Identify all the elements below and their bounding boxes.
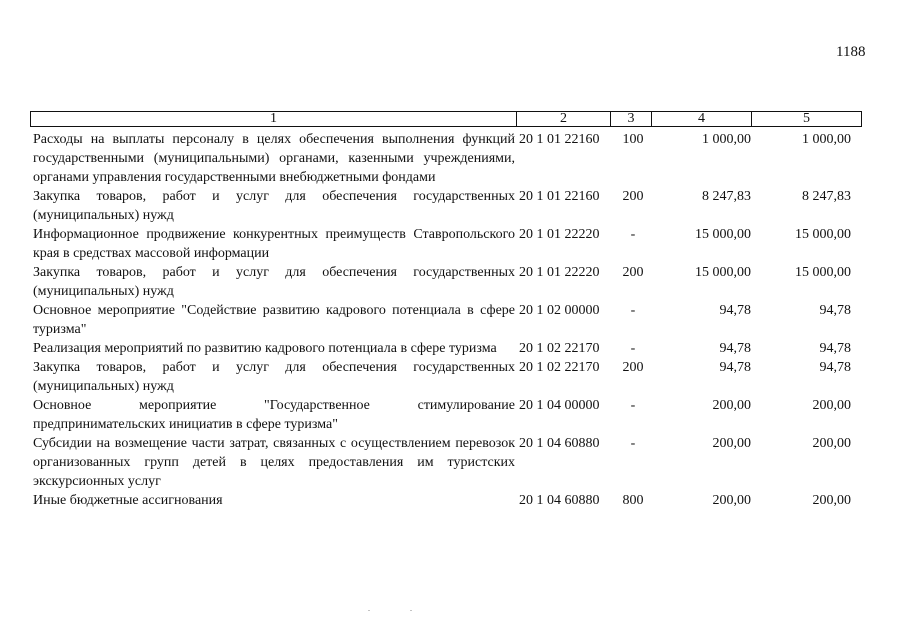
row-amount-2: 94,78 — [819, 341, 851, 356]
row-amount-2: 94,78 — [819, 303, 851, 318]
table-row — [33, 301, 863, 339]
row-name: Иные бюджетные ассигнования — [33, 493, 223, 508]
row-vr: 100 — [622, 132, 644, 147]
row-name: Расходы на выплаты персоналу в целях обеспечения выполнения функций государственными (муниципальными) органами, казенными учреждениями, органами управления государственными внебюджетными фондами — [33, 132, 515, 185]
table-row — [33, 263, 863, 301]
table-body — [33, 130, 863, 510]
row-name: Основное мероприятие "Содействие развитию кадрового потенциала в сфере туризма" — [33, 303, 515, 337]
row-name: Реализация мероприятий по развитию кадрового потенциала в сфере туризма — [33, 341, 497, 356]
row-name: Основное мероприятие "Государственное стимулирование предпринимательских инициатив в сфере туризма" — [33, 398, 515, 432]
table-row — [33, 225, 863, 263]
row-code: 20 1 01 22220 — [519, 265, 600, 280]
row-code: 20 1 01 22160 — [519, 189, 600, 204]
table-row — [33, 434, 863, 491]
header-col-2: 2 — [516, 112, 610, 126]
row-amount-1: 200,00 — [712, 493, 751, 508]
row-amount-2: 200,00 — [812, 493, 851, 508]
row-vr: - — [630, 398, 636, 413]
row-amount-2: 15 000,00 — [795, 227, 851, 242]
table-row — [33, 339, 863, 358]
row-amount-1: 200,00 — [712, 436, 751, 451]
table-row — [33, 396, 863, 434]
row-vr: - — [630, 303, 636, 318]
row-name: Закупка товаров, работ и услуг для обеспечения государственных (муниципальных) нужд — [33, 360, 515, 394]
row-amount-2: 200,00 — [812, 398, 851, 413]
row-amount-2: 8 247,83 — [802, 189, 851, 204]
row-name: Информационное продвижение конкурентных преимуществ Ставропольского края в средствах массовой информации — [33, 227, 515, 261]
row-amount-2: 15 000,00 — [795, 265, 851, 280]
row-name: Закупка товаров, работ и услуг для обеспечения государственных (муниципальных) нужд — [33, 265, 515, 299]
table-row — [33, 358, 863, 396]
row-vr: 200 — [622, 189, 644, 204]
table-row — [33, 130, 863, 187]
row-vr: 800 — [622, 493, 644, 508]
table-header — [30, 111, 862, 127]
row-amount-1: 94,78 — [719, 341, 751, 356]
row-code: 20 1 04 60880 — [519, 436, 600, 451]
row-code: 20 1 01 22220 — [519, 227, 600, 242]
row-amount-1: 94,78 — [719, 303, 751, 318]
row-code: 20 1 02 00000 — [519, 303, 600, 318]
header-col-1: 1 — [270, 111, 277, 126]
row-vr: - — [630, 227, 636, 242]
row-vr: - — [630, 341, 636, 356]
row-amount-2: 1 000,00 — [802, 132, 851, 147]
row-amount-2: 94,78 — [819, 360, 851, 375]
row-name: Закупка товаров, работ и услуг для обеспечения государственных (муниципальных) нужд — [33, 189, 515, 223]
row-amount-1: 15 000,00 — [695, 265, 751, 280]
row-vr: - — [630, 436, 636, 451]
table-row — [33, 491, 863, 510]
row-code: 20 1 02 22170 — [519, 341, 600, 356]
row-amount-1: 94,78 — [719, 360, 751, 375]
row-amount-1: 200,00 — [712, 398, 751, 413]
header-col-5: 5 — [751, 112, 861, 126]
row-amount-2: 200,00 — [812, 436, 851, 451]
header-col-3: 3 — [610, 112, 651, 126]
row-vr: 200 — [622, 265, 644, 280]
row-amount-1: 15 000,00 — [695, 227, 751, 242]
row-code: 20 1 04 00000 — [519, 398, 600, 413]
header-col-4: 4 — [651, 112, 751, 126]
row-amount-1: 1 000,00 — [702, 132, 751, 147]
table-row — [33, 187, 863, 225]
row-code: 20 1 01 22160 — [519, 132, 600, 147]
page-number: 1188 — [836, 44, 866, 60]
row-code: 20 1 04 60880 — [519, 493, 600, 508]
row-vr: 200 — [622, 360, 644, 375]
scan-marks: . . — [368, 604, 412, 613]
row-amount-1: 8 247,83 — [702, 189, 751, 204]
row-code: 20 1 02 22170 — [519, 360, 600, 375]
row-name: Субсидии на возмещение части затрат, связанных с осуществлением перевозок организованных групп детей в целях предоставления им туристских экскурсионных услуг — [33, 436, 515, 489]
